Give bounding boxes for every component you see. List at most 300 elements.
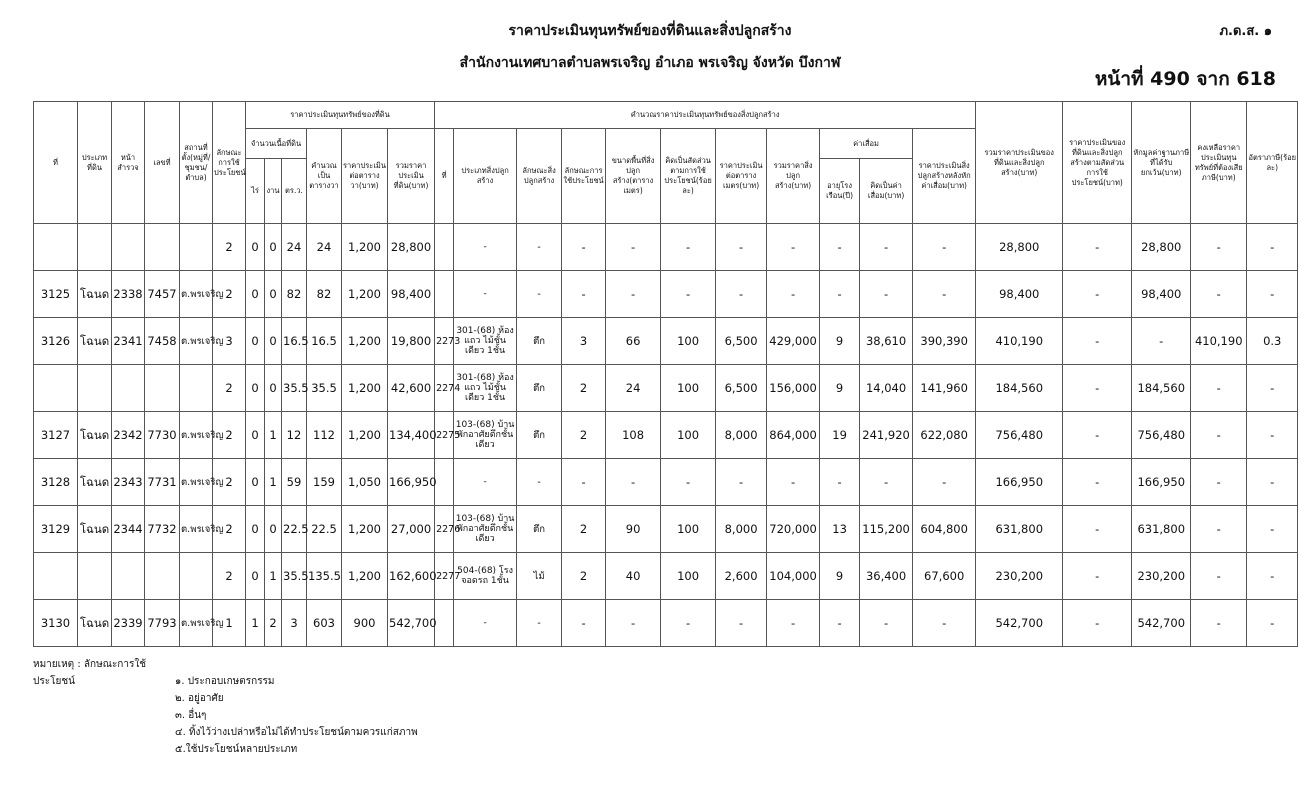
cell-price-sqm: 2,600 — [716, 553, 767, 600]
cell-building-total: 156,000 — [767, 365, 820, 412]
cell-building-type: 301-(68) ห้องแถว ไม้ชั้นเดียว 1ชั้น — [454, 318, 517, 365]
cell-building-size: - — [606, 271, 661, 318]
cell-price-sqwa: 1,200 — [342, 271, 388, 318]
cell-proportional: - — [1063, 318, 1132, 365]
cell-price-sqwa: 1,050 — [342, 459, 388, 506]
cell-building-type: - — [454, 224, 517, 271]
cell-building-kind: ไม้ — [517, 553, 562, 600]
cell-land-total: 134,400 — [388, 412, 435, 459]
cell-building-no: 2275 — [435, 412, 454, 459]
cell-proportional: - — [1063, 224, 1132, 271]
cell-page: 2338 — [112, 271, 145, 318]
cell-building-kind: - — [517, 271, 562, 318]
cell-location — [180, 553, 213, 600]
cell-taxable: - — [1191, 365, 1247, 412]
cell-use: 1 — [213, 600, 246, 647]
cell-ngan: 2 — [265, 600, 282, 647]
cell-building-size: 24 — [606, 365, 661, 412]
cell-calc: 112 — [307, 412, 342, 459]
cell-deduction: 166,950 — [1132, 459, 1191, 506]
cell-depreciation: - — [860, 271, 913, 318]
cell-number — [145, 224, 180, 271]
cell-building-size: 40 — [606, 553, 661, 600]
cell-building-type: 103-(68) บ้านพักอาศัยตึกชั้นเดียว — [454, 412, 517, 459]
cell-use: 2 — [213, 553, 246, 600]
cell-calc: 35.5 — [307, 365, 342, 412]
cell-building-size: 66 — [606, 318, 661, 365]
cell-deduction: 230,200 — [1132, 553, 1191, 600]
cell-after-depreciation: 622,080 — [913, 412, 976, 459]
col-building-no: ที่ — [435, 129, 454, 224]
cell-tax-rate: 0.3 — [1247, 318, 1298, 365]
col-doc-type: ประเภทที่ดิน — [78, 102, 112, 224]
cell-building-age: 19 — [820, 412, 860, 459]
cell-land-total: 166,950 — [388, 459, 435, 506]
cell-use: 3 — [213, 318, 246, 365]
cell-grand-total: 230,200 — [976, 553, 1063, 600]
col-number: เลขที่ — [145, 102, 180, 224]
cell-building-total: 864,000 — [767, 412, 820, 459]
cell-page: 2343 — [112, 459, 145, 506]
cell-tax-rate: - — [1247, 459, 1298, 506]
col-deduction: หักมูลค่าฐานภาษีที่ได้รับยกเว้น(บาท) — [1132, 102, 1191, 224]
cell-taxable: - — [1191, 600, 1247, 647]
cell-building-age: - — [820, 271, 860, 318]
cell-building-kind: ตึก — [517, 365, 562, 412]
cell-number: 7731 — [145, 459, 180, 506]
cell-rai: 0 — [246, 553, 265, 600]
col-depreciation: คิดเป็นค่าเสื่อม(บาท) — [860, 159, 913, 224]
table-row — [34, 553, 1298, 600]
cell-deduction: 98,400 — [1132, 271, 1191, 318]
cell-doc: โฉนด — [78, 271, 112, 318]
cell-after-depreciation: 141,960 — [913, 365, 976, 412]
col-grand-total: รวมราคาประเมินของที่ดินและสิ่งปลูกสร้าง(บาท) — [976, 102, 1063, 224]
cell-doc — [78, 365, 112, 412]
cell-grand-total: 756,480 — [976, 412, 1063, 459]
note-item: ๑. ประกอบเกษตรกรรม — [175, 676, 275, 687]
cell-doc: โฉนด — [78, 459, 112, 506]
cell-building-no: 2276 — [435, 506, 454, 553]
cell-grand-total: 28,800 — [976, 224, 1063, 271]
cell-building-type: - — [454, 600, 517, 647]
cell-building-total: 104,000 — [767, 553, 820, 600]
cell-building-percent: 100 — [661, 412, 716, 459]
cell-doc: โฉนด — [78, 412, 112, 459]
cell-number: 7732 — [145, 506, 180, 553]
cell-calc: 22.5 — [307, 506, 342, 553]
table-row — [34, 318, 1298, 365]
cell-land-total: 542,700 — [388, 600, 435, 647]
cell-no: 3126 — [34, 318, 78, 365]
col-no: ที่ — [34, 102, 78, 224]
cell-location: ต.พรเจริญ — [180, 271, 213, 318]
group-building-valuation: คำนวณราคาประเมินทุนทรัพย์ของสิ่งปลูกสร้าง — [435, 102, 976, 129]
cell-use: 2 — [213, 506, 246, 553]
cell-taxable: - — [1191, 271, 1247, 318]
cell-building-size: - — [606, 600, 661, 647]
cell-building-use: 2 — [562, 412, 606, 459]
cell-grand-total: 410,190 — [976, 318, 1063, 365]
cell-tax-rate: - — [1247, 506, 1298, 553]
cell-building-kind: ตึก — [517, 412, 562, 459]
col-taxable: คงเหลือราคาประเมินทุนทรัพย์ที่ต้องเสียภาษี(บาท) — [1191, 102, 1247, 224]
cell-ngan: 0 — [265, 365, 282, 412]
cell-sqwa: 22.5 — [282, 506, 307, 553]
cell-price-sqm: 8,000 — [716, 412, 767, 459]
cell-doc: โฉนด — [78, 318, 112, 365]
col-building-type: ประเภทสิ่งปลูกสร้าง — [454, 129, 517, 224]
cell-price-sqm: - — [716, 600, 767, 647]
col-price-per-sqwa: ราคาประเมินต่อตารางวา(บาท) — [342, 129, 388, 224]
cell-no — [34, 553, 78, 600]
cell-no: 3129 — [34, 506, 78, 553]
cell-building-total: - — [767, 271, 820, 318]
cell-building-no — [435, 459, 454, 506]
cell-taxable: - — [1191, 224, 1247, 271]
cell-price-sqwa: 1,200 — [342, 506, 388, 553]
cell-building-size: - — [606, 224, 661, 271]
usage-notes — [33, 656, 418, 758]
cell-price-sqm: - — [716, 271, 767, 318]
cell-no — [34, 365, 78, 412]
cell-page — [112, 224, 145, 271]
cell-building-type: - — [454, 271, 517, 318]
cell-ngan: 0 — [265, 318, 282, 365]
cell-depreciation: 115,200 — [860, 506, 913, 553]
table-row — [34, 600, 1298, 647]
cell-price-sqm: - — [716, 459, 767, 506]
cell-building-type: 301-(68) ห้องแถว ไม้ชั้นเดียว 1ชั้น — [454, 365, 517, 412]
cell-building-kind: - — [517, 224, 562, 271]
cell-rai: 0 — [246, 365, 265, 412]
col-survey-page: หน้าสำรวจ — [112, 102, 145, 224]
cell-taxable: - — [1191, 459, 1247, 506]
cell-building-total: 720,000 — [767, 506, 820, 553]
cell-sqwa: 59 — [282, 459, 307, 506]
cell-calc: 16.5 — [307, 318, 342, 365]
cell-tax-rate: - — [1247, 365, 1298, 412]
cell-taxable: - — [1191, 506, 1247, 553]
cell-doc: โฉนด — [78, 600, 112, 647]
form-code: ภ.ด.ส. ๑ — [1219, 24, 1272, 39]
cell-building-age: 9 — [820, 553, 860, 600]
cell-building-no — [435, 600, 454, 647]
cell-grand-total: 98,400 — [976, 271, 1063, 318]
col-rai: ไร่ — [246, 159, 265, 224]
col-location: สถานที่ตั้ง(หมู่ที่/ชุมชน/ตำบล) — [180, 102, 213, 224]
col-proportional: ราคาประเมินของที่ดินและสิ่งปลูกสร้างตามสัดส่วนการใช้ประโยชน์(บาท) — [1063, 102, 1132, 224]
group-land-area: จำนวนเนื้อที่ดิน — [246, 129, 307, 159]
cell-no: 3130 — [34, 600, 78, 647]
cell-building-age: 13 — [820, 506, 860, 553]
cell-proportional: - — [1063, 553, 1132, 600]
cell-after-depreciation: - — [913, 459, 976, 506]
cell-building-type: 103-(68) บ้านพักอาศัยตึกชั้นเดียว — [454, 506, 517, 553]
col-after-depreciation: ราคาประเมินสิ่งปลูกสร้างหลังหักค่าเสื่อม(บาท) — [913, 129, 976, 224]
cell-building-total: - — [767, 459, 820, 506]
document-subtitle: สำนักงานเทศบาลตำบลพรเจริญ อำเภอ พรเจริญ จังหวัด บึงกาฬ — [459, 55, 841, 71]
cell-building-no: 2277 — [435, 553, 454, 600]
cell-grand-total: 631,800 — [976, 506, 1063, 553]
cell-proportional: - — [1063, 365, 1132, 412]
cell-building-use: 2 — [562, 553, 606, 600]
cell-rai: 0 — [246, 459, 265, 506]
note-item: ๕.ใช้ประโยชน์หลายประเภท — [175, 744, 298, 755]
cell-price-sqwa: 1,200 — [342, 412, 388, 459]
cell-building-use: - — [562, 224, 606, 271]
cell-tax-rate: - — [1247, 224, 1298, 271]
cell-after-depreciation: 67,600 — [913, 553, 976, 600]
cell-building-percent: - — [661, 271, 716, 318]
cell-page — [112, 365, 145, 412]
col-tax-rate: อัตราภาษี(ร้อยละ) — [1247, 102, 1298, 224]
cell-deduction: 756,480 — [1132, 412, 1191, 459]
col-building-age: อายุโรงเรือน(ปี) — [820, 159, 860, 224]
cell-land-total: 98,400 — [388, 271, 435, 318]
cell-building-percent: - — [661, 224, 716, 271]
col-sqwa: ตร.ว. — [282, 159, 307, 224]
cell-price-sqm: 8,000 — [716, 506, 767, 553]
cell-use: 2 — [213, 365, 246, 412]
cell-deduction: 542,700 — [1132, 600, 1191, 647]
cell-after-depreciation: - — [913, 600, 976, 647]
cell-after-depreciation: 604,800 — [913, 506, 976, 553]
cell-building-no: 2273 — [435, 318, 454, 365]
cell-number — [145, 553, 180, 600]
cell-number: 7458 — [145, 318, 180, 365]
cell-tax-rate: - — [1247, 412, 1298, 459]
cell-building-type: 504-(68) โรงจอดรถ 1ชั้น — [454, 553, 517, 600]
cell-page — [112, 553, 145, 600]
cell-calc: 159 — [307, 459, 342, 506]
table-row — [34, 224, 1298, 271]
cell-calc: 135.5 — [307, 553, 342, 600]
cell-depreciation: 241,920 — [860, 412, 913, 459]
cell-use: 2 — [213, 459, 246, 506]
cell-no: 3128 — [34, 459, 78, 506]
cell-page: 2339 — [112, 600, 145, 647]
cell-building-percent: 100 — [661, 365, 716, 412]
cell-ngan: 1 — [265, 412, 282, 459]
cell-building-size: 108 — [606, 412, 661, 459]
cell-deduction: 184,560 — [1132, 365, 1191, 412]
cell-ngan: 1 — [265, 459, 282, 506]
col-building-total: รวมราคาสิ่งปลูกสร้าง(บาท) — [767, 129, 820, 224]
col-ngan: งาน — [265, 159, 282, 224]
cell-building-total: - — [767, 224, 820, 271]
table-row — [34, 365, 1298, 412]
cell-building-type: - — [454, 459, 517, 506]
note-item: ๒. อยู่อาศัย — [175, 693, 224, 704]
cell-building-total: 429,000 — [767, 318, 820, 365]
cell-rai: 0 — [246, 318, 265, 365]
cell-calc: 82 — [307, 271, 342, 318]
group-depreciation: ค่าเสื่อม — [820, 129, 913, 159]
cell-doc — [78, 553, 112, 600]
cell-location — [180, 365, 213, 412]
col-land-total: รวมราคาประเมินที่ดิน(บาท) — [388, 129, 435, 224]
cell-number: 7457 — [145, 271, 180, 318]
cell-number: 7793 — [145, 600, 180, 647]
cell-tax-rate: - — [1247, 600, 1298, 647]
cell-calc: 24 — [307, 224, 342, 271]
cell-building-percent: 100 — [661, 506, 716, 553]
cell-grand-total: 184,560 — [976, 365, 1063, 412]
col-building-size: ขนาดพื้นที่สิ่งปลูกสร้าง(ตารางเมตร) — [606, 129, 661, 224]
assessment-table — [33, 101, 1298, 647]
cell-building-age: 9 — [820, 365, 860, 412]
cell-proportional: - — [1063, 459, 1132, 506]
cell-sqwa: 3 — [282, 600, 307, 647]
cell-building-use: 3 — [562, 318, 606, 365]
group-land-valuation: ราคาประเมินทุนทรัพย์ของที่ดิน — [246, 102, 435, 129]
cell-grand-total: 542,700 — [976, 600, 1063, 647]
cell-depreciation: 14,040 — [860, 365, 913, 412]
cell-sqwa: 35.5 — [282, 553, 307, 600]
cell-price-sqwa: 1,200 — [342, 224, 388, 271]
cell-price-sqm: - — [716, 224, 767, 271]
cell-building-no: 2274 — [435, 365, 454, 412]
cell-land-total: 42,600 — [388, 365, 435, 412]
cell-after-depreciation: 390,390 — [913, 318, 976, 365]
cell-building-percent: 100 — [661, 553, 716, 600]
table-row — [34, 506, 1298, 553]
cell-proportional: - — [1063, 412, 1132, 459]
cell-page: 2341 — [112, 318, 145, 365]
cell-rai: 0 — [246, 506, 265, 553]
cell-ngan: 0 — [265, 271, 282, 318]
cell-location — [180, 224, 213, 271]
cell-building-age: - — [820, 224, 860, 271]
cell-building-no — [435, 271, 454, 318]
cell-taxable: - — [1191, 412, 1247, 459]
cell-after-depreciation: - — [913, 271, 976, 318]
cell-tax-rate: - — [1247, 553, 1298, 600]
cell-number — [145, 365, 180, 412]
cell-sqwa: 35.5 — [282, 365, 307, 412]
cell-tax-rate: - — [1247, 271, 1298, 318]
cell-building-use: - — [562, 459, 606, 506]
cell-location: ต.พรเจริญ — [180, 318, 213, 365]
cell-ngan: 0 — [265, 224, 282, 271]
cell-rai: 0 — [246, 224, 265, 271]
cell-building-total: - — [767, 600, 820, 647]
cell-calc: 603 — [307, 600, 342, 647]
col-price-per-sqm: ราคาประเมินต่อตารางเมตร(บาท) — [716, 129, 767, 224]
cell-rai: 1 — [246, 600, 265, 647]
cell-land-total: 28,800 — [388, 224, 435, 271]
cell-deduction: 631,800 — [1132, 506, 1191, 553]
cell-use: 2 — [213, 224, 246, 271]
cell-building-age: 9 — [820, 318, 860, 365]
cell-after-depreciation: - — [913, 224, 976, 271]
cell-building-kind: ตึก — [517, 506, 562, 553]
cell-price-sqm: 6,500 — [716, 318, 767, 365]
note-item: ๔. ทิ้งไว้ว่างเปล่าหรือไม่ได้ทำประโยชน์ตามควรแก่สภาพ — [175, 727, 418, 738]
cell-building-use: - — [562, 600, 606, 647]
cell-deduction: 28,800 — [1132, 224, 1191, 271]
cell-location: ต.พรเจริญ — [180, 412, 213, 459]
cell-deduction: - — [1132, 318, 1191, 365]
cell-taxable: 410,190 — [1191, 318, 1247, 365]
page-number: หน้าที่ 490 จาก 618 — [1094, 68, 1276, 90]
cell-sqwa: 16.5 — [282, 318, 307, 365]
col-building-kind: ลักษณะสิ่งปลูกสร้าง — [517, 129, 562, 224]
cell-building-age: - — [820, 600, 860, 647]
cell-use: 2 — [213, 271, 246, 318]
note-item: ๓. อื่นๆ — [175, 710, 207, 721]
cell-proportional: - — [1063, 600, 1132, 647]
cell-sqwa: 12 — [282, 412, 307, 459]
cell-building-kind: - — [517, 459, 562, 506]
cell-land-total: 27,000 — [388, 506, 435, 553]
col-calc-sqwa: คำนวณเป็นตารางวา — [307, 129, 342, 224]
col-land-use: ลักษณะการใช้ประโยชน์ — [213, 102, 246, 224]
cell-building-size: 90 — [606, 506, 661, 553]
cell-rai: 0 — [246, 412, 265, 459]
cell-no — [34, 224, 78, 271]
cell-price-sqm: 6,500 — [716, 365, 767, 412]
cell-building-no — [435, 224, 454, 271]
cell-page: 2344 — [112, 506, 145, 553]
cell-depreciation: - — [860, 224, 913, 271]
notes-label: หมายเหตุ : ลักษณะการใช้ประโยชน์ — [33, 659, 147, 687]
cell-proportional: - — [1063, 506, 1132, 553]
cell-doc: โฉนด — [78, 506, 112, 553]
cell-no: 3127 — [34, 412, 78, 459]
cell-sqwa: 24 — [282, 224, 307, 271]
table-row — [34, 271, 1298, 318]
table-row — [34, 412, 1298, 459]
cell-building-use: - — [562, 271, 606, 318]
cell-building-size: - — [606, 459, 661, 506]
cell-building-percent: - — [661, 600, 716, 647]
cell-rai: 0 — [246, 271, 265, 318]
cell-depreciation: - — [860, 459, 913, 506]
cell-proportional: - — [1063, 271, 1132, 318]
cell-building-age: - — [820, 459, 860, 506]
cell-price-sqwa: 1,200 — [342, 318, 388, 365]
cell-building-kind: ตึก — [517, 318, 562, 365]
cell-price-sqwa: 900 — [342, 600, 388, 647]
cell-price-sqwa: 1,200 — [342, 365, 388, 412]
cell-doc — [78, 224, 112, 271]
cell-grand-total: 166,950 — [976, 459, 1063, 506]
cell-no: 3125 — [34, 271, 78, 318]
cell-building-percent: - — [661, 459, 716, 506]
cell-use: 2 — [213, 412, 246, 459]
cell-depreciation: 38,610 — [860, 318, 913, 365]
cell-price-sqwa: 1,200 — [342, 553, 388, 600]
cell-land-total: 19,800 — [388, 318, 435, 365]
cell-depreciation: 36,400 — [860, 553, 913, 600]
table-row — [34, 459, 1298, 506]
cell-taxable: - — [1191, 553, 1247, 600]
document-title: ราคาประเมินทุนทรัพย์ของที่ดินและสิ่งปลูกสร้าง — [508, 23, 792, 39]
cell-land-total: 162,600 — [388, 553, 435, 600]
cell-building-kind: - — [517, 600, 562, 647]
cell-building-use: 2 — [562, 506, 606, 553]
cell-ngan: 1 — [265, 553, 282, 600]
cell-sqwa: 82 — [282, 271, 307, 318]
cell-ngan: 0 — [265, 506, 282, 553]
cell-building-use: 2 — [562, 365, 606, 412]
col-building-use: ลักษณะการใช้ประโยชน์ — [562, 129, 606, 224]
cell-location: ต.พรเจริญ — [180, 600, 213, 647]
cell-location: ต.พรเจริญ — [180, 506, 213, 553]
cell-location: ต.พรเจริญ — [180, 459, 213, 506]
